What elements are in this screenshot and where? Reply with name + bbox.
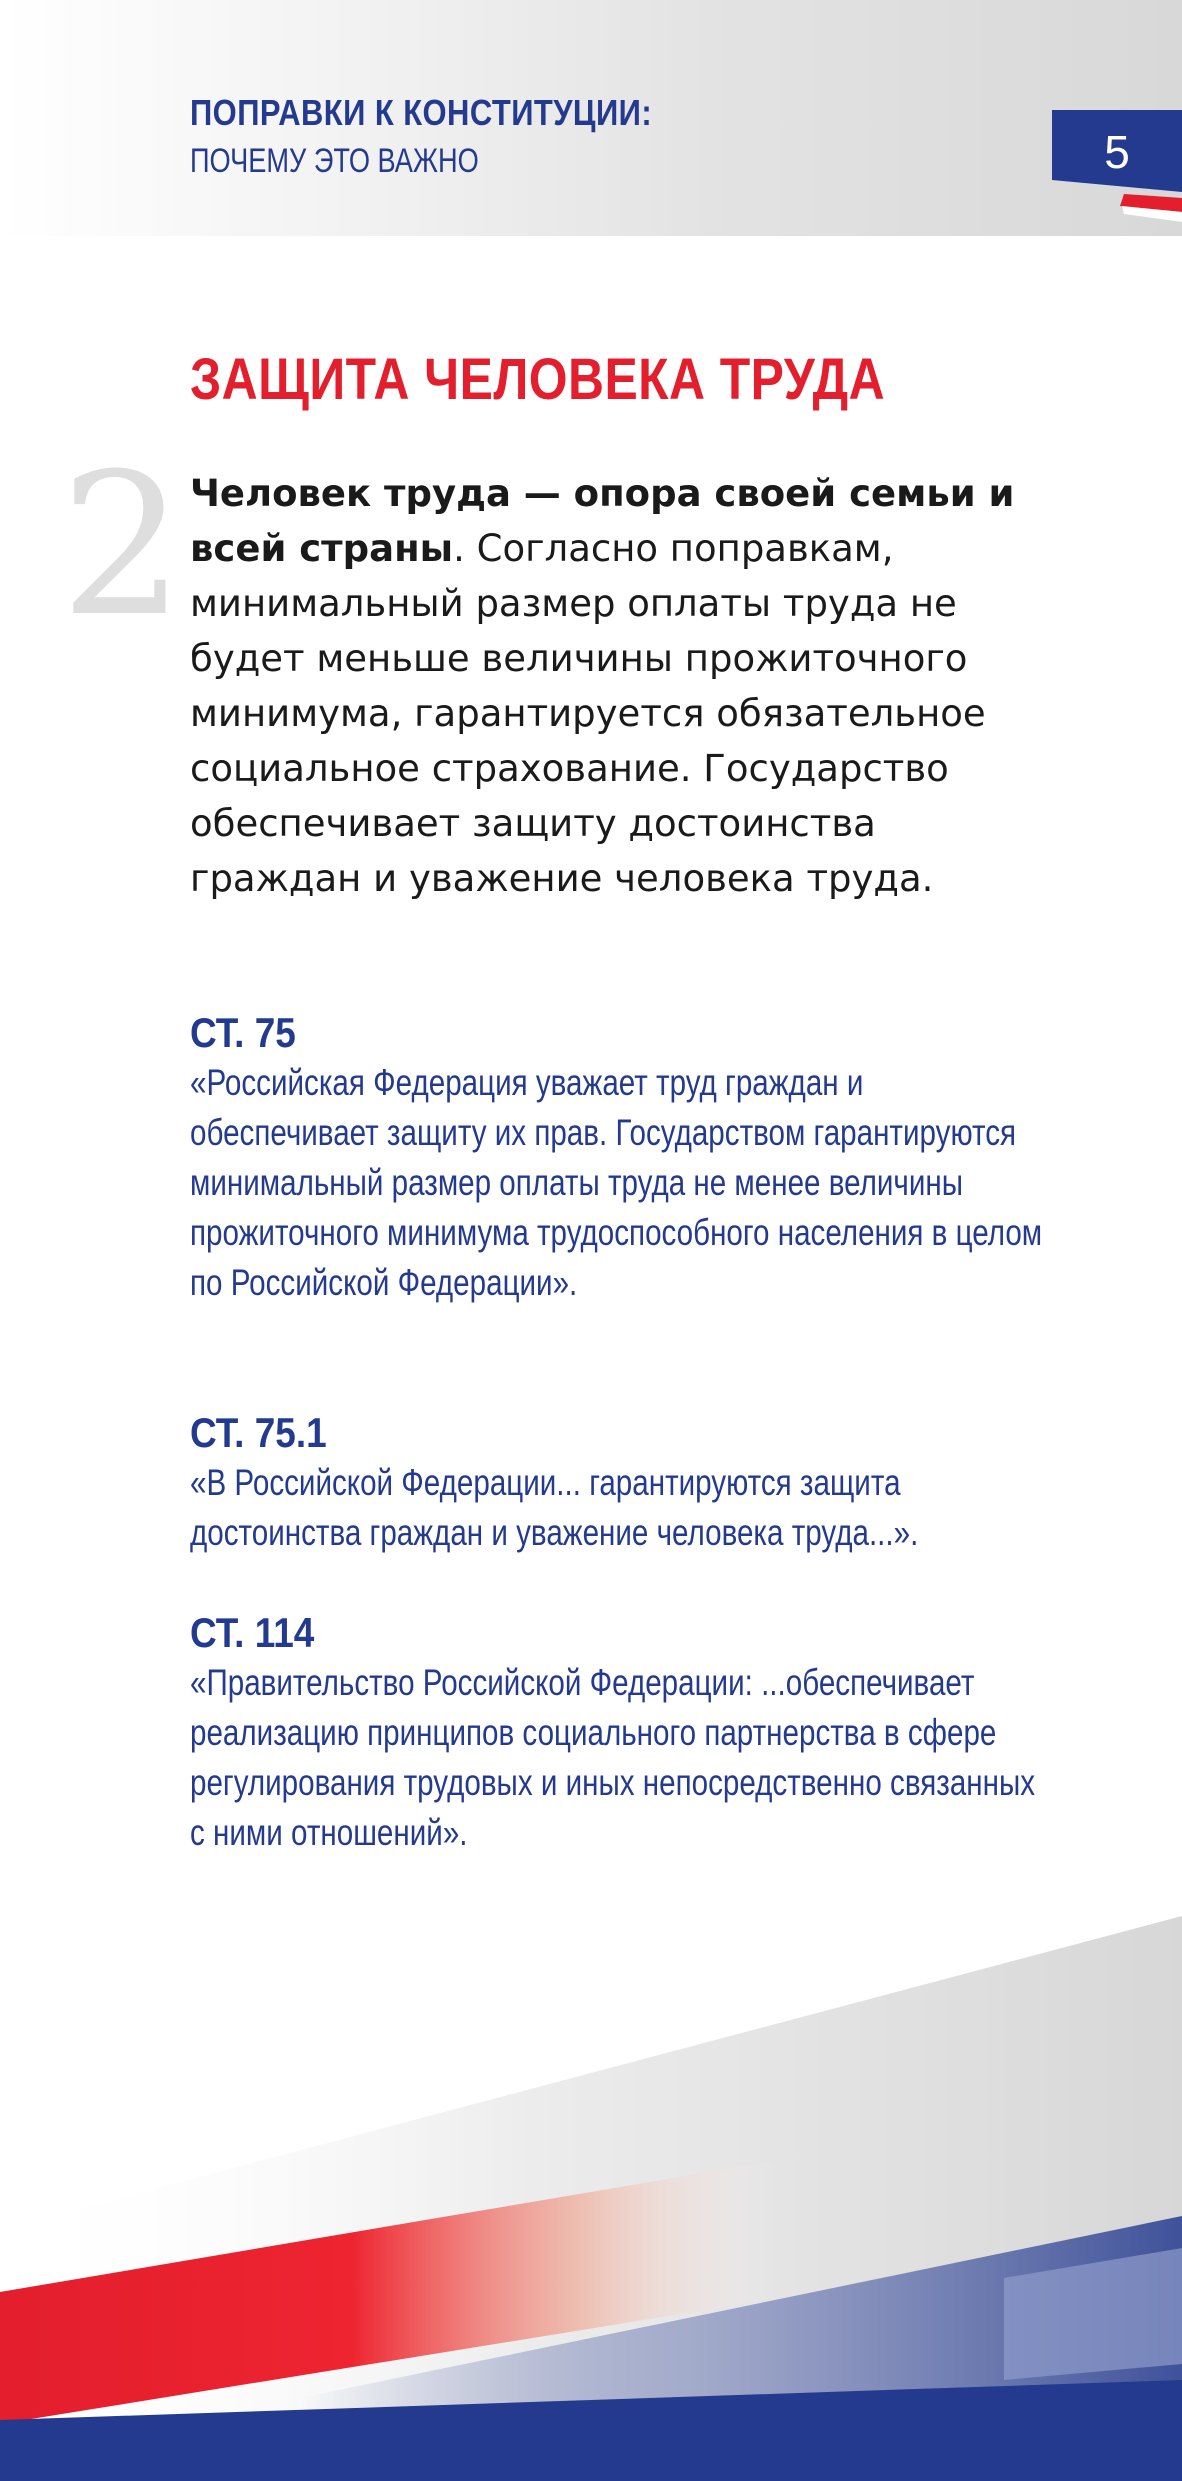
article-quote: «Правительство Российской Федерации: ...обеспечивает реализацию принципов социального партнерства в сфере регулирования трудовых и иных непосредственно связанных с ними отношений».: [190, 1662, 1036, 1853]
article-quote: «В Российской Федерации... гарантируются защита достоинства граждан и уважение человека труда...».: [190, 1462, 919, 1553]
article-label: СТ. 75.1: [190, 1409, 327, 1456]
section-body-lead: Человек труда — опора своей семьи и всей страны: [190, 472, 1015, 570]
article-quote: «Российская Федерация уважает труд граждан и обеспечивает защиту их прав. Государством гарантируются минимальный размер оплаты труда не менее величины прожиточного минимума трудоспособного населения в целом по Российской Федерации».: [190, 1062, 1043, 1303]
page-number: 5: [1104, 126, 1130, 178]
article-label: СТ. 75: [190, 1009, 296, 1056]
header-title: ПОПРАВКИ К КОНСТИТУЦИИ:: [190, 92, 653, 133]
header-subtitle: ПОЧЕМУ ЭТО ВАЖНО: [190, 142, 479, 180]
article-label: СТ. 114: [190, 1609, 315, 1656]
section-heading: ЗАЩИТА ЧЕЛОВЕКА ТРУДА: [190, 347, 886, 412]
section-body-rest: . Согласно поправкам, минимальный размер оплаты труда не будет меньше величины прожиточного минимума, гарантируется обязательное социальное страхование. Государство обеспечивает защиту достоинства граждан и уважение человека труда.: [190, 527, 986, 900]
section-number: 2: [60, 432, 185, 660]
